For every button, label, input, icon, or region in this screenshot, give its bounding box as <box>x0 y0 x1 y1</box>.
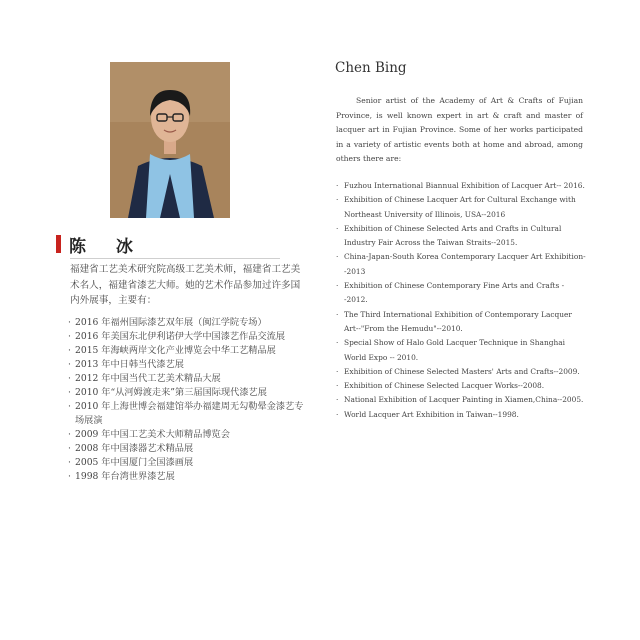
chinese-exhibition-list <box>68 316 308 484</box>
chinese-name: 陈 冰 <box>69 236 145 257</box>
english-name: Chen Bing <box>335 60 407 76</box>
list-item: · World Lacquer Art Exhibition in Taiwan--1998. <box>336 408 586 422</box>
chinese-name-block <box>56 234 296 257</box>
list-item: · 2008 年中国漆器艺术精品展 <box>68 442 308 456</box>
list-item: · Exhibition of Chinese Selected Lacquer Works--2008. <box>336 379 586 393</box>
list-item: · 2005 年中国厦门全国漆画展 <box>68 456 308 470</box>
list-item: · 2016 年福州国际漆艺双年展（闽江学院专场） <box>68 316 308 330</box>
list-item: · Exhibition of Chinese Selected Masters' Arts and Crafts--2009. <box>336 365 586 379</box>
list-item: · 2009 年中国工艺美术大师精品博览会 <box>68 428 308 442</box>
list-item: · 2015 年海峡两岸文化产业博览会中华工艺精品展 <box>68 344 308 358</box>
neck <box>164 140 176 154</box>
accent-bar <box>56 235 61 253</box>
list-item: · Exhibition of Chinese Selected Arts and Crafts in Cultural Industry Fair Across the Taiwan Straits--2015. <box>336 222 586 251</box>
list-item: · Special Show of Halo Gold Lacquer Technique in Shanghai World Expo -- 2010. <box>336 336 586 365</box>
list-item: · 2010 年“从河姆渡走来”第三届国际现代漆艺展 <box>68 386 308 400</box>
portrait-illustration <box>110 62 230 218</box>
list-item: · Exhibition of Chinese Contemporary Fine Arts and Crafts --2012. <box>336 279 586 308</box>
list-item: · 2012 年中国当代工艺美术精品大展 <box>68 372 308 386</box>
name-divider <box>70 258 280 259</box>
list-item: · Fuzhou International Biannual Exhibition of Lacquer Art-- 2016. <box>336 179 586 193</box>
english-intro: Senior artist of the Academy of Art & Crafts of Fujian Province, is well known expert in art & craft and master of lacquer art in Fujian Province. Some of her works participated in a variety of artistic events both at home and abroad, among others there are: <box>336 96 583 163</box>
list-item: · 1998 年台湾世界漆艺展 <box>68 470 308 484</box>
portrait-photo <box>110 62 230 218</box>
list-item: · Exhibition of Chinese Lacquer Art for Cultural Exchange with Northeast University of Illinois, USA--2016 <box>336 193 586 222</box>
english-exhibition-list <box>336 179 586 422</box>
list-item: · 2013 年中日韩当代漆艺展 <box>68 358 308 372</box>
list-item: · National Exhibition of Lacquer Painting in Xiamen,China--2005. <box>336 393 586 407</box>
list-item: · The Third International Exhibition of Contemporary Lacquer Art--"From the Hemudu"--2010. <box>336 308 586 337</box>
list-item: · 2010 年上海世博会福建馆举办福建周无勾勒晕金漆艺专场展演 <box>68 400 308 428</box>
list-item: · 2016 年美国东北伊利诺伊大学中国漆艺作品交流展 <box>68 330 308 344</box>
list-item: · China-Japan-South Korea Contemporary Lacquer Art Exhibition--2013 <box>336 250 586 279</box>
chinese-intro: 福建省工艺美术研究院高级工艺美术师，福建省工艺美术名人，福建省漆艺大师。她的艺术作品参加过许多国内外展事，主要有： <box>70 264 301 306</box>
